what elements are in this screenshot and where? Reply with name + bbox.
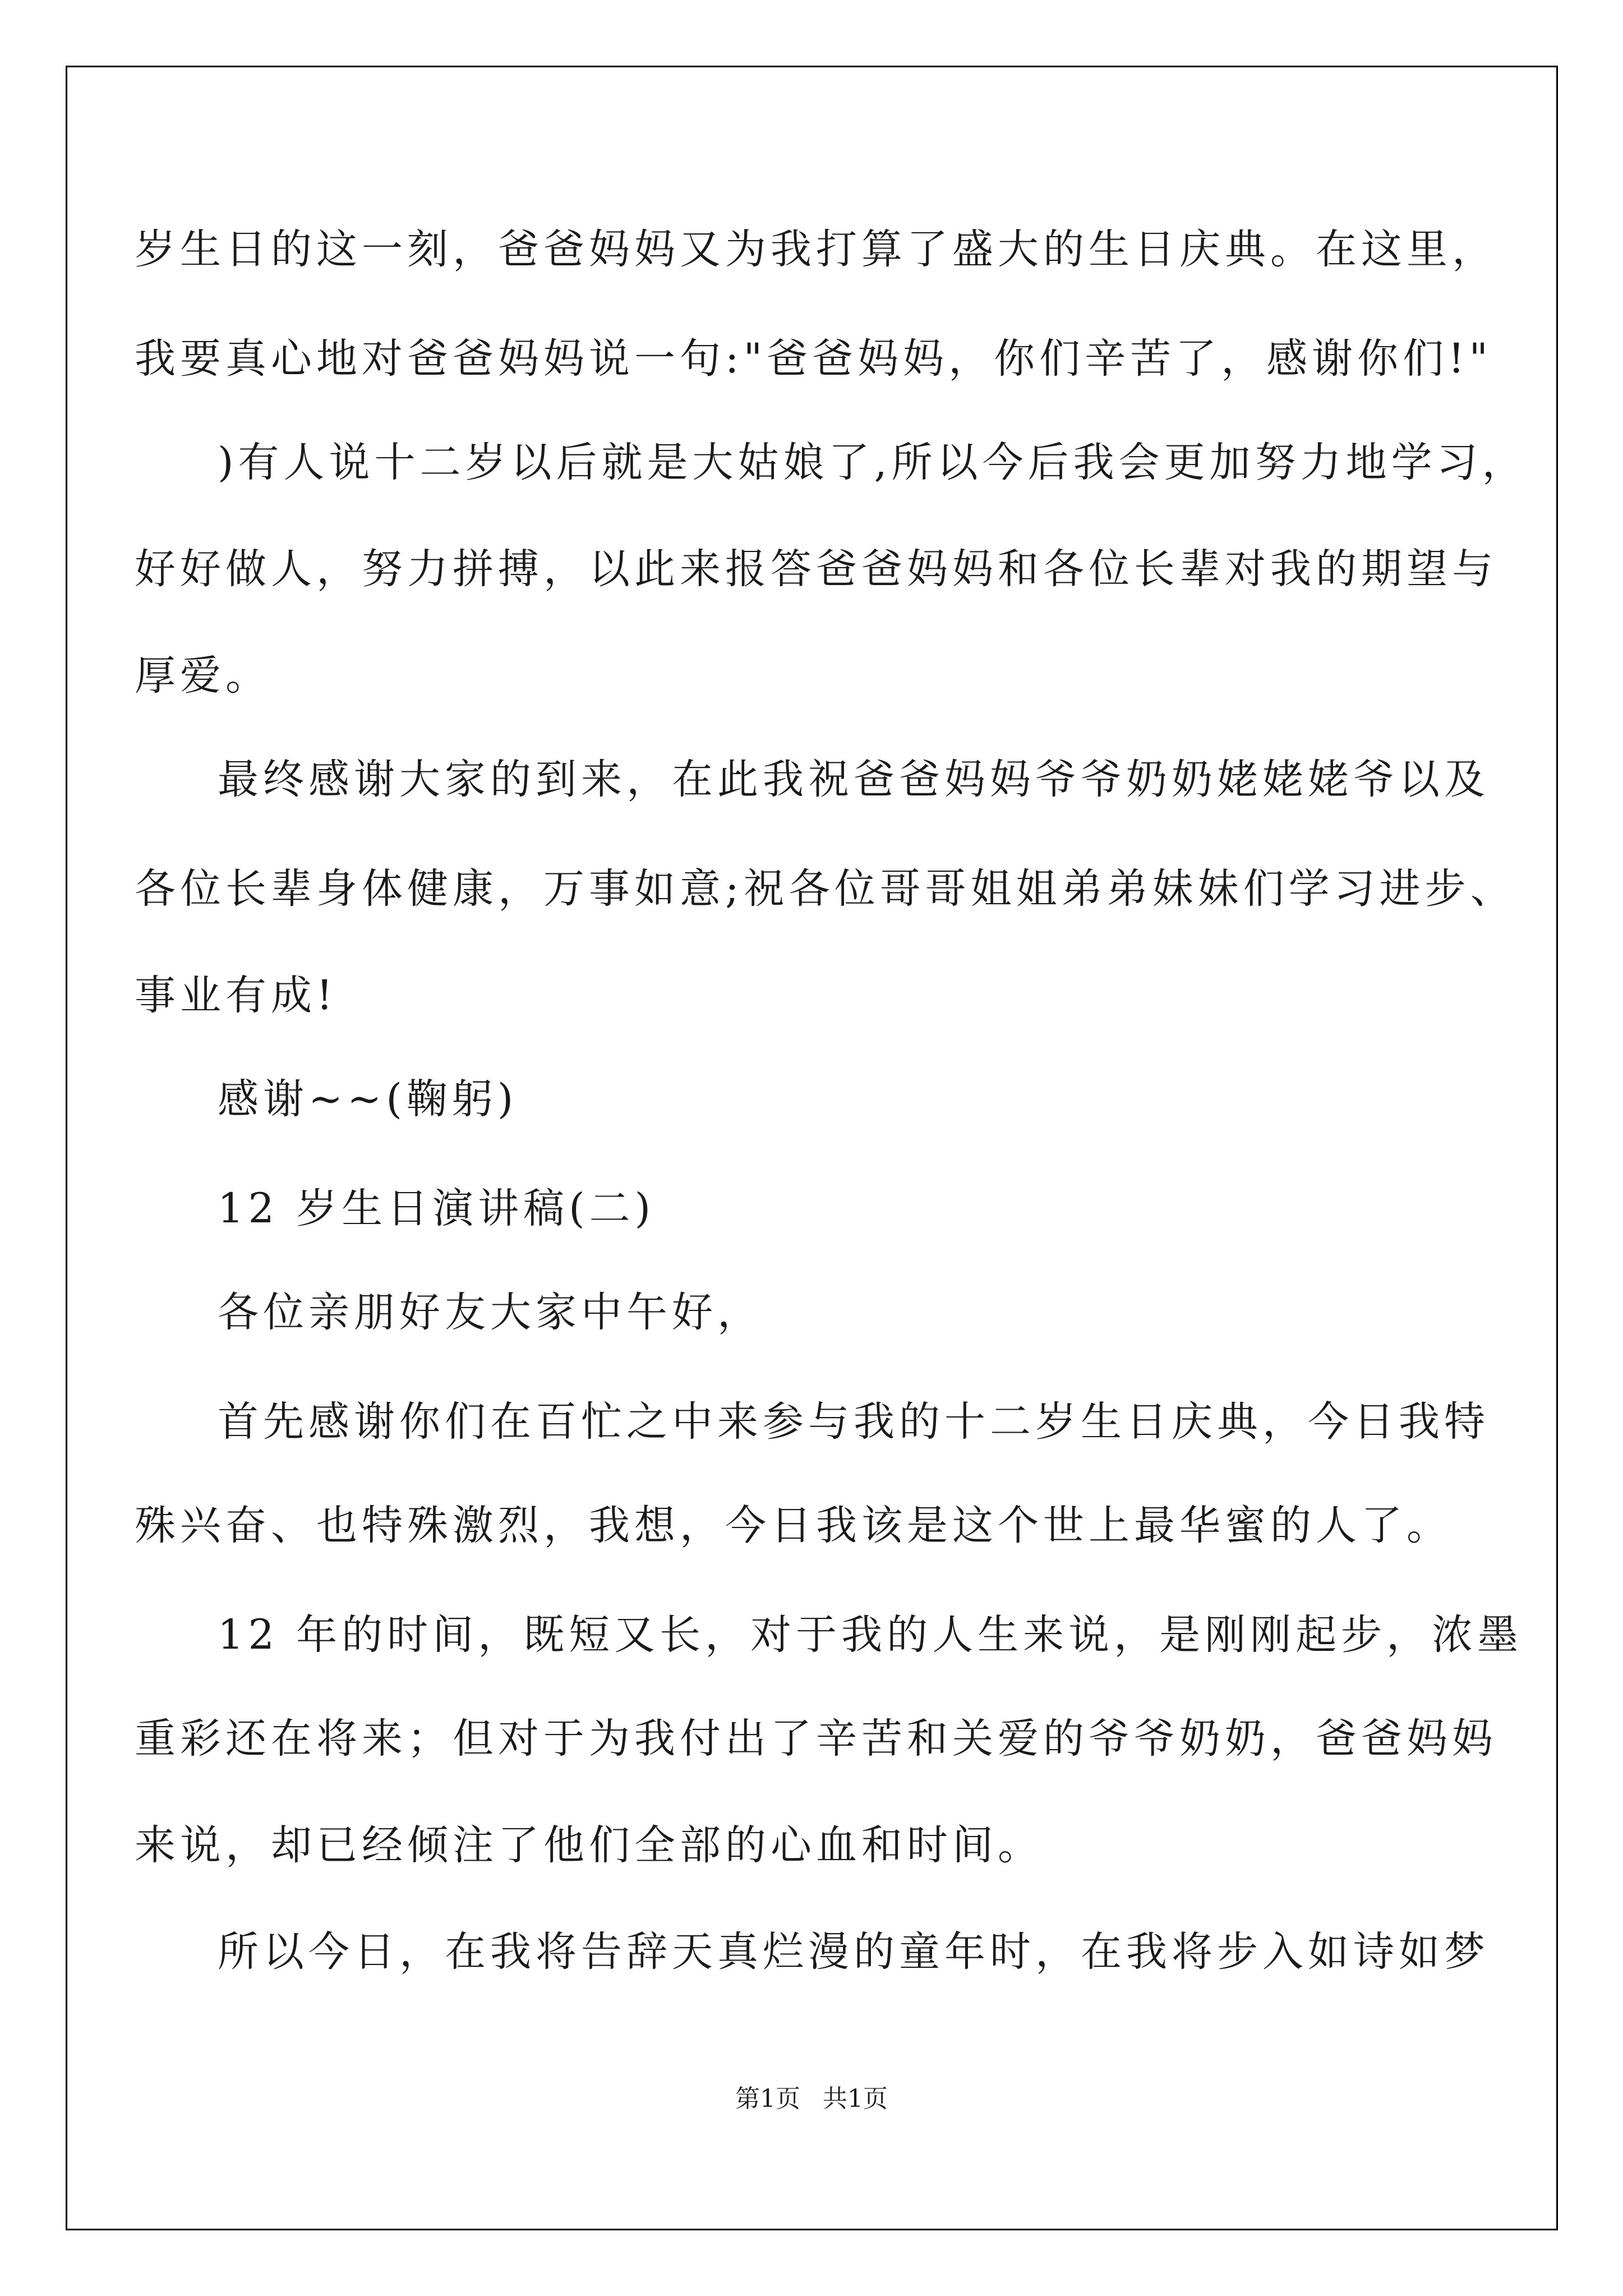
page-footer: [0, 2082, 1623, 2116]
text-line: 殊兴奋、也特殊激烈，我想，今日我该是这个世上最华蜜的人了。: [135, 1502, 1452, 1549]
text-line: 厚爱。: [135, 652, 271, 700]
text-line: 感谢~~(鞠躬): [218, 1075, 518, 1123]
text-line: 首先感谢你们在百忙之中来参与我的十二岁生日庆典，今日我特: [218, 1398, 1490, 1446]
text-line: 各位亲朋好友大家中午好，: [218, 1289, 763, 1336]
section-heading: 12 岁生日演讲稿(二): [218, 1185, 656, 1232]
text-line: 所以今日，在我将告辞天真烂漫的童年时，在我将步入如诗如梦: [218, 1928, 1490, 1976]
text-line: 12 年的时间，既短又长，对于我的人生来说，是刚刚起步，浓墨: [218, 1611, 1523, 1659]
text-line: 岁生日的这一刻，爸爸妈妈又为我打算了盛大的生日庆典。在这里，: [135, 226, 1497, 273]
page-total: 共1页: [823, 2085, 888, 2113]
page-number: 第1页: [735, 2085, 800, 2113]
text-line: 重彩还在将来；但对于为我付出了辛苦和关爱的爷爷奶奶，爸爸妈妈: [135, 1715, 1497, 1763]
page-border: [66, 66, 1558, 2230]
text-line: )有人说十二岁以后就是大姑娘了,所以今后我会更加努力地学习，: [218, 439, 1528, 486]
text-line: 我要真心地对爸爸妈妈说一句:"爸爸妈妈，你们辛苦了，感谢你们!": [135, 335, 1493, 383]
text-line: 最终感谢大家的到来，在此我祝爸爸妈妈爷爷奶奶姥姥姥爷以及: [218, 756, 1490, 803]
text-line: 好好做人，努力拼搏，以此来报答爸爸妈妈和各位长辈对我的期望与: [135, 545, 1497, 593]
text-line: 来说，却已经倾注了他们全部的心血和时间。: [135, 1821, 1043, 1869]
text-line: 各位长辈身体健康，万事如意;祝各位哥哥姐姐弟弟妹妹们学习进步、: [135, 865, 1516, 913]
text-line: 事业有成!: [135, 972, 338, 1019]
